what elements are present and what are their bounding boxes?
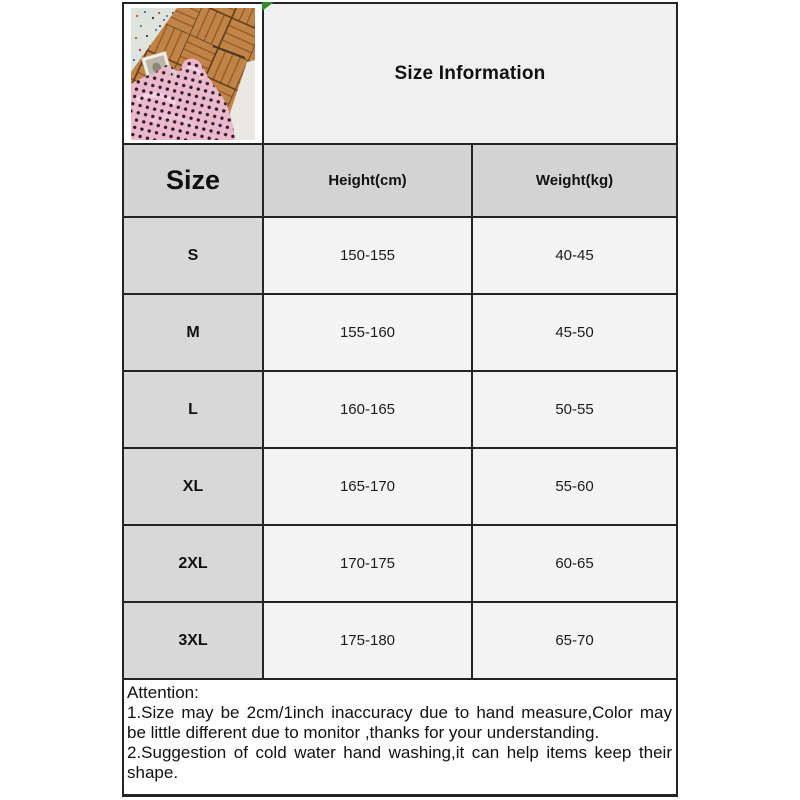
size-chart-sheet <box>122 2 678 797</box>
weight-cell: 50-55 <box>471 372 676 447</box>
size-cell: XL <box>124 449 262 524</box>
size-cell: L <box>124 372 262 447</box>
height-cell: 175-180 <box>262 603 471 678</box>
table-header-row <box>124 143 676 216</box>
table-row-l <box>124 370 676 447</box>
size-cell: 2XL <box>124 526 262 601</box>
weight-cell: 65-70 <box>471 603 676 678</box>
size-cell: 3XL <box>124 603 262 678</box>
banner-title: Size Information <box>394 62 546 84</box>
weight-cell: 45-50 <box>471 295 676 370</box>
attention-note-2: 2.Suggestion of cold water hand washing,it can help items keep their shape. <box>127 743 672 782</box>
height-cell: 165-170 <box>262 449 471 524</box>
table-row-s <box>124 216 676 293</box>
height-cell: 155-160 <box>262 295 471 370</box>
product-photo <box>131 8 255 140</box>
product-photo-cell <box>124 4 262 143</box>
size-cell: S <box>124 218 262 293</box>
weight-cell: 40-45 <box>471 218 676 293</box>
attention-note-1: 1.Size may be 2cm/1inch inaccuracy due to hand measure,Color may be little different due to monitor ,thanks for your understanding. <box>127 703 672 742</box>
header-cell-height: Height(cm) <box>262 145 471 216</box>
height-cell: 170-175 <box>262 526 471 601</box>
table-row-3xl <box>124 601 676 678</box>
size-cell: M <box>124 295 262 370</box>
table-row-xl <box>124 447 676 524</box>
weight-cell: 55-60 <box>471 449 676 524</box>
weight-cell: 60-65 <box>471 526 676 601</box>
height-cell: 150-155 <box>262 218 471 293</box>
attention-content <box>124 680 676 794</box>
green-corner-marker-icon <box>262 2 274 11</box>
header-cell-size: Size <box>124 145 262 216</box>
height-cell: 160-165 <box>262 372 471 447</box>
size-information-banner <box>262 4 676 143</box>
attention-title: Attention: <box>127 683 199 702</box>
table-row-2xl <box>124 524 676 601</box>
table-row-m <box>124 293 676 370</box>
attention-section <box>124 678 676 794</box>
top-row <box>124 4 676 143</box>
header-cell-weight: Weight(kg) <box>471 145 676 216</box>
